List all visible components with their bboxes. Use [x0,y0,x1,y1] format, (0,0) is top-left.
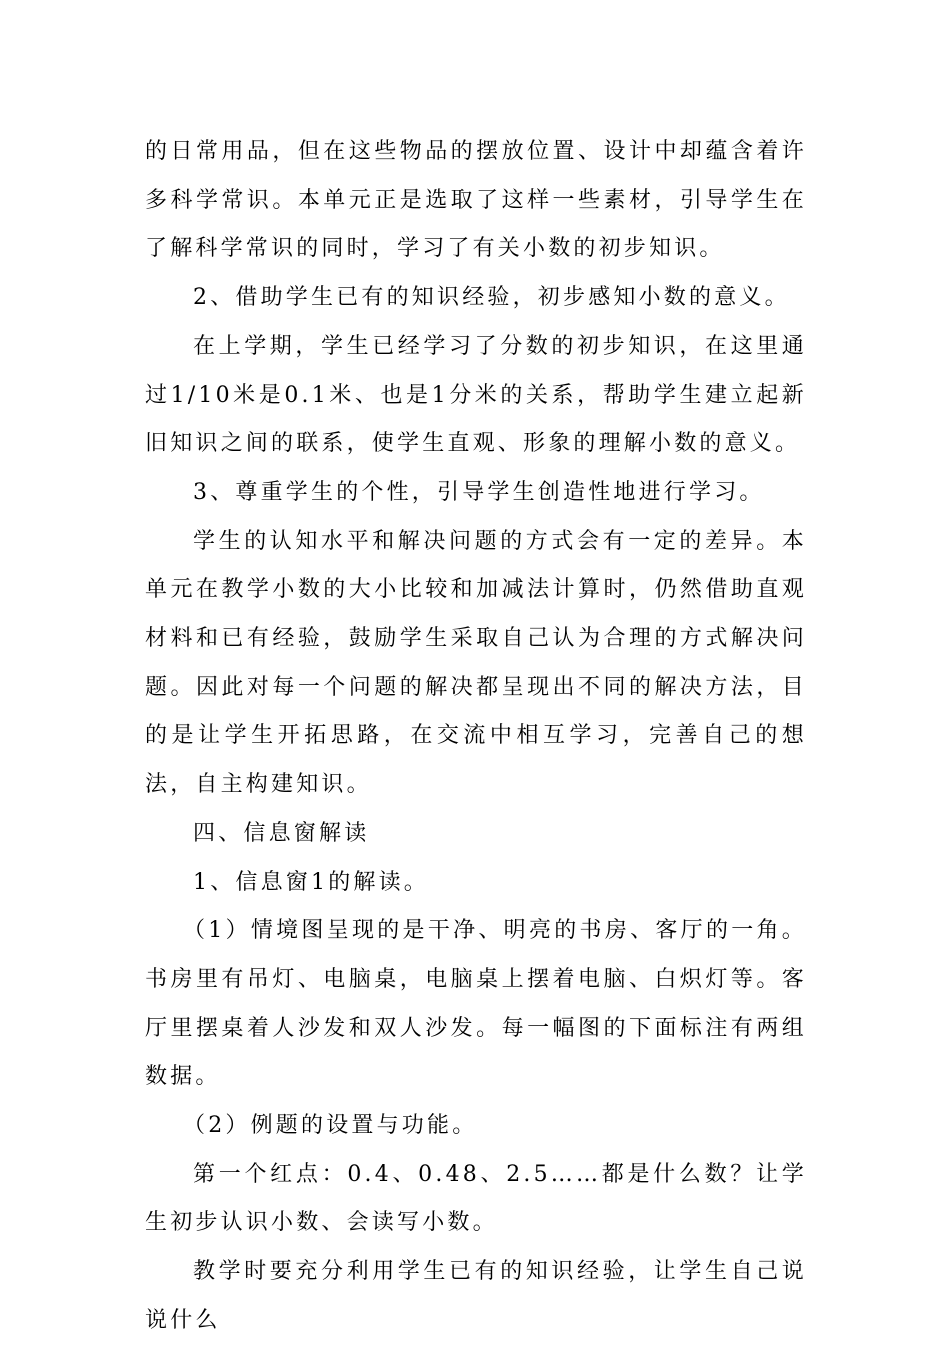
paragraph-body: 第一个红点：0.4、0.48、2.5……都是什么数？让学生初步认识小数、会读写小数。 [145,1161,807,1236]
paragraph-heading-2: 2、借助学生已有的知识经验，初步感知小数的意义。 [193,285,790,311]
paragraph-body: 教学时要充分利用学生已有的知识经验，让学生自己说说什么 [145,1259,807,1333]
paragraph-heading-3: 3、尊重学生的个性，引导学生创造性地进行学习。 [193,479,765,505]
paragraph-item-2: （2）例题的设置与功能。 [183,1113,478,1139]
document-body [145,128,807,1346]
paragraph-body: 学生的认知水平和解决问题的方式会有一定的差异。本单元在教学小数的大小比较和加减法计算时，仍然借助直观材料和已有经验，鼓励学生采取自己认为合理的方式解决问题。因此对每一个问题的解决都呈现出不同的解决方法，目的是让学生开拓思路，在交流中相互学习，完善自己的想法，自主构建知识。 [145,528,807,798]
paragraph-item-1: （1）情境图呈现的是干净、明亮的书房、客厅的一角。书房里有吊灯、电脑桌，电脑桌上摆着电脑、白炽灯等。客厅里摆桌着人沙发和双人沙发。每一幅图的下面标注有两组数据。 [145,918,807,1090]
section-heading: 四、信息窗解读 [193,820,370,846]
subsection-heading: 1、信息窗1的解读。 [193,869,429,895]
paragraph-body: 在上学期，学生已经学习了分数的初步知识，在这里通过1/10米是0.1米、也是1分米的关系，帮助学生建立起新旧知识之间的联系，使学生直观、形象的理解小数的意义。 [145,333,807,457]
paragraph-continuation: 的日常用品，但在这些物品的摆放位置、设计中却蕴含着许多科学常识。本单元正是选取了这样一些素材，引导学生在了解科学常识的同时，学习了有关小数的初步知识。 [145,139,807,262]
